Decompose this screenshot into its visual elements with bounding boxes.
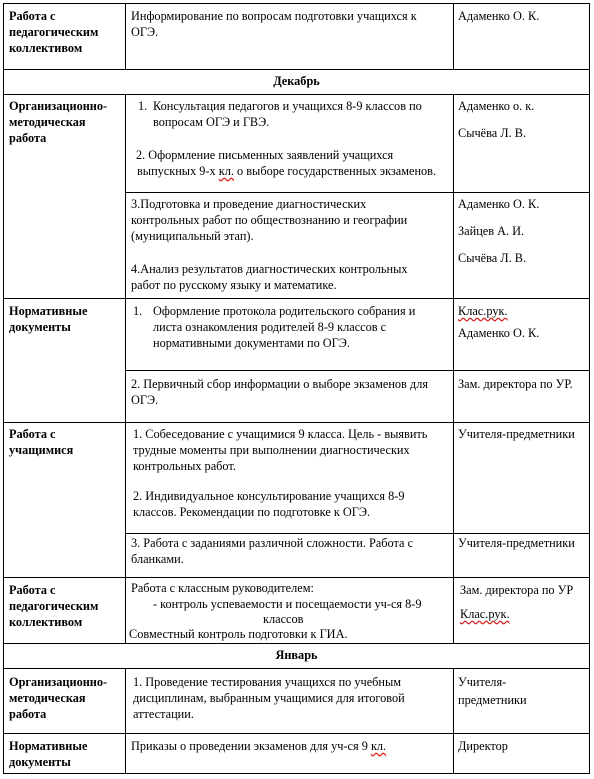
- activity-line: - контроль успеваемости и посещаемости уч-ся 8-9: [153, 597, 422, 611]
- row-divider: [125, 533, 590, 534]
- row-divider: [3, 577, 590, 578]
- month-heading-december: Декабрь: [273, 74, 320, 88]
- area-cell: Организационно- методическая работа: [9, 675, 108, 721]
- column-divider: [453, 94, 454, 643]
- schedule-table: [3, 3, 590, 774]
- table-border-top: [3, 3, 590, 4]
- activity-cell: Информирование по вопросам подготовки учащихся к ОГЭ.: [131, 9, 417, 39]
- row-divider: [3, 668, 590, 669]
- table-border-bottom: [3, 773, 590, 774]
- activity-item-number: 1.: [138, 99, 148, 113]
- activity-item: 4.Анализ результатов диагностических контрольных работ по русскому языку и математике.: [131, 262, 408, 292]
- row-divider: [125, 192, 590, 193]
- month-heading-january: Январь: [275, 648, 318, 662]
- column-divider: [125, 668, 126, 773]
- area-cell: Нормативные документы: [9, 304, 88, 334]
- activity-line: классов: [263, 612, 304, 626]
- area-cell: Работа с педагогическим коллективом: [9, 9, 99, 55]
- activity-item: 3.Подготовка и проведение диагностических контрольных работ по обществознанию и географии (муниципальный этап).: [131, 197, 408, 243]
- row-divider: [3, 643, 590, 644]
- activity-item: 2. Индивидуальное консультирование учащихся 8-9 классов. Рекомендации по подготовке к ОГЭ.: [133, 489, 405, 519]
- activity-item: Приказы о проведении экзаменов для уч-ся 9 кл.: [131, 739, 387, 753]
- column-divider: [125, 3, 126, 69]
- responsible-cell: Учителя-предметники: [458, 427, 575, 441]
- column-divider: [125, 94, 126, 643]
- responsible-cell: Адаменко О. К. Зайцев А. И. Сычёва Л. В.: [458, 197, 540, 265]
- responsible-cell: Клас.рук. Адаменко О. К.: [458, 304, 540, 340]
- activity-item-number: 1.: [133, 304, 143, 318]
- responsible-cell: Директор: [458, 739, 508, 753]
- column-divider: [453, 668, 454, 773]
- activity-item: 1. Проведение тестирования учащихся по учебным дисциплинам, выбранным учащимися для итоговой аттестации.: [133, 675, 405, 721]
- row-divider: [3, 94, 590, 95]
- row-divider: [3, 422, 590, 423]
- responsible-cell: Учителя-предметники: [458, 536, 575, 550]
- responsible-cell: Адаменко О. К.: [458, 9, 540, 23]
- row-divider: [3, 298, 590, 299]
- activity-item: 3. Работа с заданиями различной сложности. Работа с бланками.: [131, 536, 414, 566]
- activity-item: Консультация педагогов и учащихся 8-9 классов по вопросам ОГЭ и ГВЭ.: [153, 99, 422, 129]
- activity-line: Совместный контроль подготовки к ГИА.: [129, 627, 348, 641]
- row-divider: [3, 733, 590, 734]
- responsible-cell: Зам. директора по УР.: [458, 377, 573, 391]
- row-divider: [3, 69, 590, 70]
- responsible-cell: Зам. директора по УР Клас.рук.: [460, 583, 574, 621]
- column-divider: [453, 3, 454, 69]
- responsible-cell: Адаменко о. к. Сычёва Л. В.: [458, 99, 535, 140]
- activity-line: Работа с классным руководителем:: [131, 581, 314, 595]
- area-cell: Организационно- методическая работа: [9, 99, 108, 145]
- area-cell: Работа с учащимися: [9, 427, 74, 457]
- row-divider: [125, 370, 590, 371]
- responsible-cell: Учителя- предметники: [458, 675, 527, 707]
- activity-item: Оформление протокола родительского собрания и листа ознакомления родителей 8-9 классов с нормативными документами по ОГЭ.: [153, 304, 416, 350]
- activity-item: 1. Собеседование с учащимися 9 класса. Цель - выявить трудные моменты при выполнении диагностических контрольных работ.: [133, 427, 428, 473]
- area-cell: Нормативные документы: [9, 739, 88, 769]
- activity-item: 2. Оформление письменных заявлений учащихся выпускных 9-х кл. о выборе государственных экзаменов.: [136, 148, 437, 178]
- activity-item: 2. Первичный сбор информации о выборе экзаменов для ОГЭ.: [131, 377, 428, 407]
- area-cell: Работа с педагогическим коллективом: [9, 583, 99, 629]
